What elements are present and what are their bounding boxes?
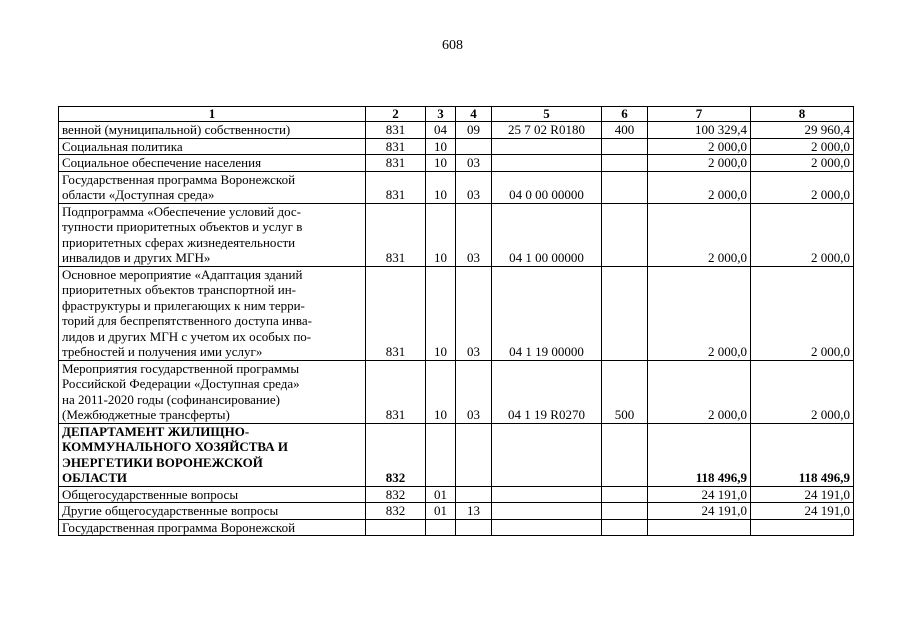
item-name-line: на 2011-2020 годы (софинансирование) (62, 391, 280, 407)
section-cell (426, 423, 456, 486)
table-row (59, 171, 854, 203)
table-row (59, 503, 854, 520)
expense-type-cell (602, 203, 648, 266)
expense-type-cell (602, 519, 648, 536)
header-col-4: 4 (456, 107, 492, 122)
amount-year1-cell: 2 000,0 (648, 138, 751, 155)
item-name-line: ЭНЕРГЕТИКИ ВОРОНЕЖСКОЙ (62, 454, 263, 470)
amount-year1-cell: 118 496,9 (648, 423, 751, 486)
item-name-cell (59, 155, 366, 172)
header-row (59, 107, 854, 122)
code-cell: 831 (366, 122, 426, 139)
subsection-cell: 03 (456, 171, 492, 203)
table-body (59, 122, 854, 536)
item-name-line: Мероприятия государственной программы (62, 360, 300, 376)
section-cell (426, 519, 456, 536)
expense-type-cell (602, 503, 648, 520)
item-name-line: ДЕПАРТАМЕНТ ЖИЛИЩНО- (62, 423, 250, 439)
code-cell: 832 (366, 486, 426, 503)
header-col-3: 3 (426, 107, 456, 122)
target-article-cell (492, 486, 602, 503)
amount-year1-cell: 100 329,4 (648, 122, 751, 139)
page-number: 608 (442, 38, 463, 53)
item-name-line: Социальная политика (62, 138, 183, 154)
section-cell: 10 (426, 360, 456, 423)
table-row (59, 155, 854, 172)
amount-year1-cell: 24 191,0 (648, 503, 751, 520)
target-article-cell: 25 7 02 R0180 (492, 122, 602, 139)
code-cell: 831 (366, 171, 426, 203)
amount-year2-cell: 2 000,0 (751, 138, 854, 155)
amount-year1-cell: 2 000,0 (648, 360, 751, 423)
expense-type-cell (602, 423, 648, 486)
item-name-cell (59, 360, 366, 423)
target-article-cell: 04 1 00 00000 (492, 203, 602, 266)
item-name-line: Основное мероприятие «Адаптация зданий (62, 266, 303, 282)
subsection-cell: 03 (456, 360, 492, 423)
item-name-cell (59, 266, 366, 360)
table-row (59, 203, 854, 266)
item-name-cell (59, 503, 366, 520)
item-name-cell (59, 486, 366, 503)
section-cell: 10 (426, 266, 456, 360)
target-article-cell (492, 138, 602, 155)
amount-year2-cell: 24 191,0 (751, 503, 854, 520)
item-name-line: венной (муниципальной) собственности) (62, 122, 291, 137)
amount-year1-cell: 24 191,0 (648, 486, 751, 503)
table-row (59, 360, 854, 423)
amount-year2-cell: 2 000,0 (751, 360, 854, 423)
table-row (59, 266, 854, 360)
section-cell: 01 (426, 503, 456, 520)
code-cell: 831 (366, 155, 426, 172)
header-col-7: 7 (648, 107, 751, 122)
expense-type-cell: 500 (602, 360, 648, 423)
item-name-line: Другие общегосударственные вопросы (62, 503, 279, 518)
amount-year2-cell: 118 496,9 (751, 423, 854, 486)
item-name-line: Российской Федерации «Доступная среда» (62, 376, 300, 391)
item-name-line: тупности приоритетных объектов и услуг в (62, 219, 303, 234)
amount-year1-cell: 2 000,0 (648, 203, 751, 266)
code-cell: 831 (366, 266, 426, 360)
item-name-line: (Межбюджетные трансферты) (62, 407, 230, 422)
item-name-line: КОММУНАЛЬНОГО ХОЗЯЙСТВА И (62, 439, 288, 454)
expense-type-cell (602, 486, 648, 503)
section-cell: 04 (426, 122, 456, 139)
code-cell: 831 (366, 360, 426, 423)
item-name-cell (59, 122, 366, 139)
subsection-cell (456, 486, 492, 503)
amount-year1-cell: 2 000,0 (648, 266, 751, 360)
table-row (59, 138, 854, 155)
section-cell: 10 (426, 155, 456, 172)
subsection-cell: 03 (456, 155, 492, 172)
target-article-cell (492, 155, 602, 172)
item-name-line: торий для беспрепятственного доступа инва- (62, 313, 312, 328)
item-name-cell (59, 138, 366, 155)
item-name-line: фраструктуры и прилегающих к ним терри- (62, 297, 305, 313)
target-article-cell: 04 1 19 00000 (492, 266, 602, 360)
amount-year2-cell: 24 191,0 (751, 486, 854, 503)
item-name-line: Общегосударственные вопросы (62, 486, 239, 502)
header-col-5: 5 (492, 107, 602, 122)
subsection-cell: 03 (456, 203, 492, 266)
subsection-cell (456, 138, 492, 155)
header-col-2: 2 (366, 107, 426, 122)
target-article-cell (492, 423, 602, 486)
section-cell: 01 (426, 486, 456, 503)
item-name-line: Социальное обеспечение населения (62, 155, 262, 170)
expense-type-cell: 400 (602, 122, 648, 139)
subsection-cell: 13 (456, 503, 492, 520)
expense-type-cell (602, 155, 648, 172)
item-name-line: требностей и получения ими услуг» (62, 344, 263, 359)
item-name-line: ОБЛАСТИ (62, 470, 127, 485)
item-name-line: Государственная программа Воронежской (62, 519, 296, 535)
item-name-cell (59, 423, 366, 486)
item-name-cell (59, 203, 366, 266)
expense-type-cell (602, 171, 648, 203)
target-article-cell: 04 1 19 R0270 (492, 360, 602, 423)
table-row (59, 486, 854, 503)
table-row (59, 519, 854, 536)
item-name-cell (59, 519, 366, 536)
target-article-cell (492, 503, 602, 520)
amount-year2-cell: 29 960,4 (751, 122, 854, 139)
header-col-6: 6 (602, 107, 648, 122)
table-row (59, 122, 854, 139)
amount-year2-cell: 2 000,0 (751, 155, 854, 172)
subsection-cell: 03 (456, 266, 492, 360)
header-col-1: 1 (59, 107, 366, 122)
item-name-line: Государственная программа Воронежской (62, 171, 296, 187)
code-cell (366, 519, 426, 536)
subsection-cell (456, 423, 492, 486)
amount-year1-cell: 2 000,0 (648, 171, 751, 203)
section-cell: 10 (426, 138, 456, 155)
code-cell: 832 (366, 503, 426, 520)
subsection-cell: 09 (456, 122, 492, 139)
target-article-cell: 04 0 00 00000 (492, 171, 602, 203)
code-cell: 831 (366, 138, 426, 155)
item-name-cell (59, 171, 366, 203)
amount-year2-cell (751, 519, 854, 536)
item-name-line: области «Доступная среда» (62, 187, 215, 202)
item-name-line: приоритетных объектов транспортной ин- (62, 282, 296, 297)
header-col-8: 8 (751, 107, 854, 122)
section-cell: 10 (426, 171, 456, 203)
budget-table (58, 106, 854, 536)
target-article-cell (492, 519, 602, 536)
subsection-cell (456, 519, 492, 536)
item-name-line: инвалидов и других МГН» (62, 250, 211, 265)
expense-type-cell (602, 266, 648, 360)
code-cell: 832 (366, 423, 426, 486)
amount-year2-cell: 2 000,0 (751, 203, 854, 266)
amount-year1-cell: 2 000,0 (648, 155, 751, 172)
amount-year2-cell: 2 000,0 (751, 171, 854, 203)
section-cell: 10 (426, 203, 456, 266)
item-name-line: приоритетных сферах жизнедеятельности (62, 234, 296, 250)
item-name-line: лидов и других МГН с учетом их особых по- (62, 328, 312, 344)
expense-type-cell (602, 138, 648, 155)
item-name-line: Подпрограмма «Обеспечение условий дос- (62, 203, 302, 219)
table-row (59, 423, 854, 486)
amount-year1-cell (648, 519, 751, 536)
amount-year2-cell: 2 000,0 (751, 266, 854, 360)
code-cell: 831 (366, 203, 426, 266)
